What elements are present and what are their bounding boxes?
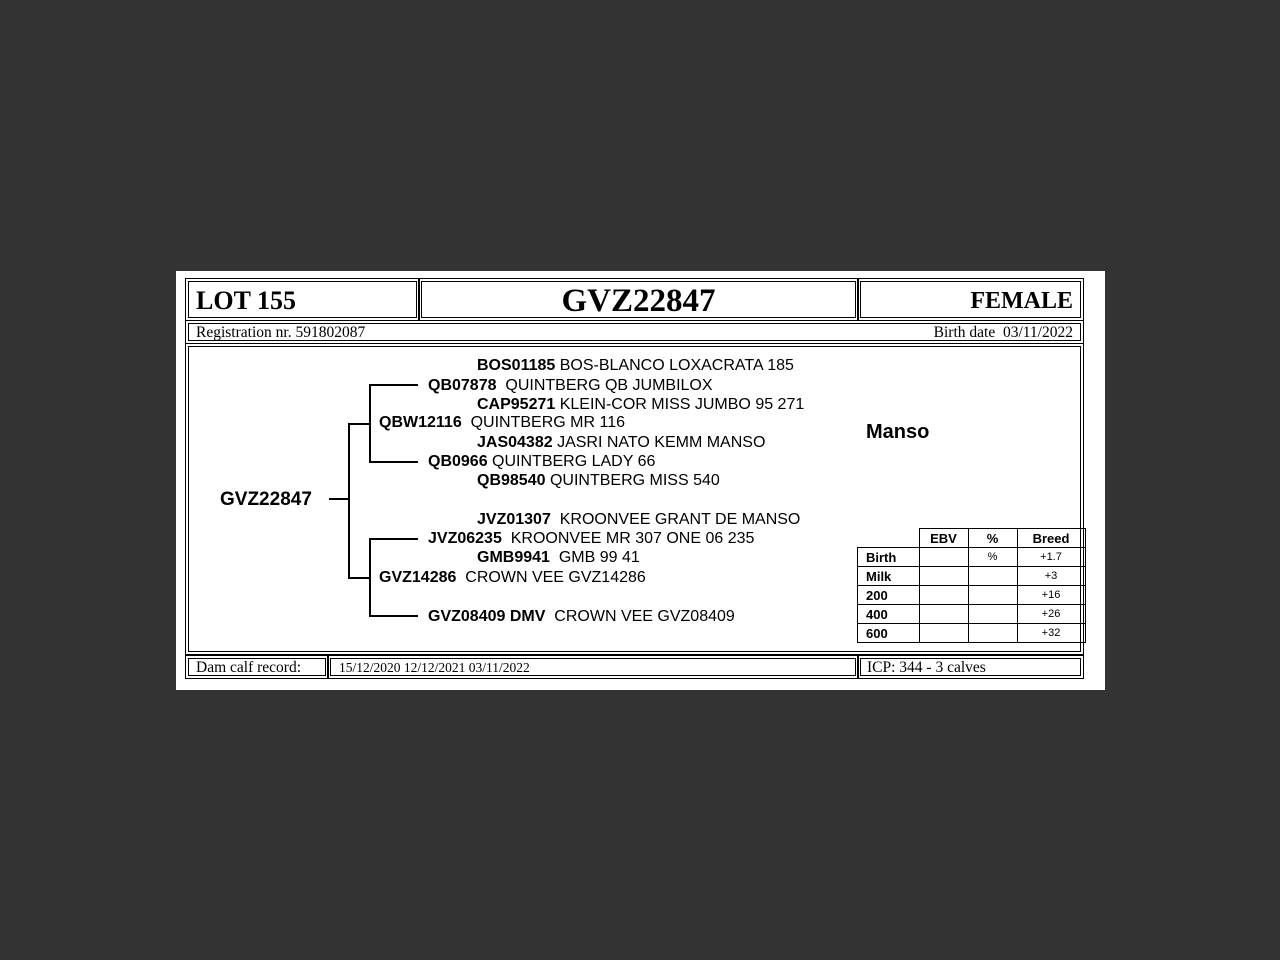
lot-number: LOT 155 [196, 286, 296, 315]
subject-connector [329, 498, 349, 500]
sire-sire-line [369, 384, 418, 386]
registration-label: Registration nr. [196, 324, 292, 341]
animal-id-title: GVZ22847 [561, 283, 716, 319]
dam-dam-line [369, 615, 418, 617]
main-vertical-line [348, 423, 350, 578]
pedigree-ss: QB07878 QUINTBERG QB JUMBILOX [428, 377, 713, 394]
ebv-table [857, 528, 1086, 643]
ebv-header-row [858, 529, 1086, 548]
animal-id-cell [421, 281, 856, 318]
dam-calf-dates: 15/12/2020 12/12/2021 03/11/2022 [339, 660, 530, 675]
icp-text: ICP: 344 - 3 calves [867, 659, 986, 676]
lot-card [176, 271, 1105, 690]
dam-sire-line [369, 538, 418, 540]
ebv-row-400: 400 +26 [858, 605, 1086, 624]
pct-col-header: % [968, 529, 1017, 548]
icp-cell [860, 658, 1081, 676]
pedigree-dss: JVZ01307 KROONVEE GRANT DE MANSO [477, 511, 801, 528]
sire-connector [348, 423, 370, 425]
pedigree-dsd: GMB9941 GMB 99 41 [477, 549, 640, 566]
sire-dam-line [369, 461, 418, 463]
pedigree-sss: BOS01185 BOS-BLANCO LOXACRATA 185 [477, 357, 794, 374]
dam-vertical-line [369, 538, 371, 616]
pedigree-sds: JAS04382 JASRI NATO KEMM MANSO [477, 434, 766, 451]
ebv-row-birth: Birth % +1.7 [858, 548, 1086, 567]
birth-date: 03/11/2022 [1002, 324, 1073, 341]
sire-vertical-line [369, 384, 371, 462]
breed-label: Manso [866, 421, 930, 443]
registration-row [188, 323, 1081, 341]
ebv-row-600: 600 +32 [858, 624, 1086, 643]
dam-connector [348, 577, 370, 579]
lot-cell [188, 281, 417, 318]
ebv-col-header: EBV [919, 529, 968, 548]
dam-calf-dates-cell [330, 658, 856, 676]
ebv-row-milk: Milk +3 [858, 567, 1086, 586]
registration-number: 591802087 [295, 324, 366, 341]
pedigree-sd: QB0966 QUINTBERG LADY 66 [428, 453, 656, 470]
pedigree-ds: JVZ06235 KROONVEE MR 307 ONE 06 235 [428, 530, 755, 547]
pedigree-sdd: QB98540 QUINTBERG MISS 540 [477, 472, 720, 489]
sex-label: FEMALE [970, 288, 1073, 314]
pedigree-ssd: CAP95271 KLEIN-COR MISS JUMBO 95 271 [477, 396, 805, 413]
sex-cell [860, 281, 1081, 318]
pedigree-sire: QBW12116 QUINTBERG MR 116 [379, 414, 626, 431]
birth-date-label: Birth date [933, 324, 996, 341]
dam-calf-label: Dam calf record: [196, 659, 301, 676]
breed-col-header: Breed [1017, 529, 1085, 548]
pedigree-dam: GVZ14286 CROWN VEE GVZ14286 [379, 569, 646, 586]
pedigree-subject: GVZ22847 [220, 489, 312, 510]
pedigree-dd: GVZ08409 DMV CROWN VEE GVZ08409 [428, 608, 735, 625]
dam-calf-label-cell [188, 658, 326, 676]
ebv-row-200: 200 +16 [858, 586, 1086, 605]
